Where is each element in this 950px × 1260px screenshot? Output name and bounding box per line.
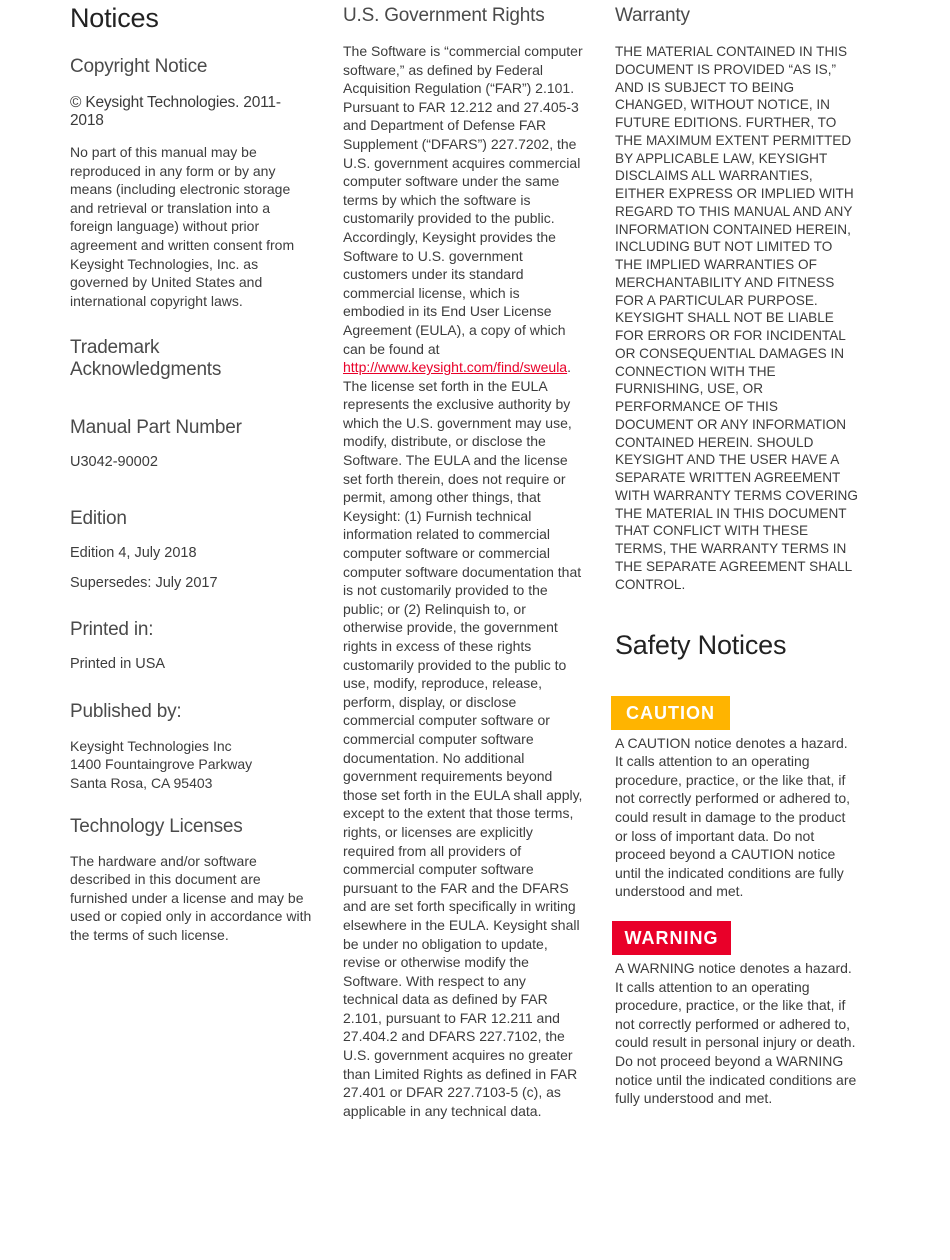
edition-value: Edition 4, July 2018: [70, 544, 197, 561]
edition-heading: Edition: [70, 507, 127, 529]
us-government-rights-heading: U.S. Government Rights: [343, 5, 545, 26]
usgov-text-part: . The license set forth in the EULA represents the exclusive authority by which the U.S. government may use, modify, distribute, or disclose the Software. The EULA and the license set forth therein, does not require or permit, among other things, that Keysight: (1) Furnish technical information related to commercial computer software or commercial computer software documentation that is not customarily provided to the public; or (2) Relinquish to, or otherwise provide, the government rights in excess of these rights customarily provided to the public to use, modify, reproduce, release, perform, display, or disclose commercial computer software or commercial computer software documentation. No additional government requirements beyond those set forth in the EULA shall apply, except to the extent that those terms, rights, or licenses are explicitly required from all providers of commercial computer software pursuant to the FAR and the DFARS and are set forth specifically in writing elsewhere in the EULA. Keysight shall be under no obligation to update, revise or otherwise modify the Software. With respect to any technical data as defined by FAR 2.101, pursuant to FAR 12.211 and 27.404.2 and DFARS 227.7102, the U.S. government acquires no greater than Limited Rights as defined in FAR 27.401 or DFAR 227.7103-5 (c), as applicable in any technical data.: [343, 359, 583, 1119]
publisher-address: [70, 737, 312, 793]
usgov-text-part: The Software is “commercial computer software,” as defined by Federal Acquisition Regulation (“FAR”) 2.101. Pursuant to FAR 12.212 and 27.405-3 and Department of Defense FAR Supplement (“DFARS”) 227.7202, the U.S. government acquires commercial computer software under the same terms by which the software is customarily provided to the public. Accordingly, Keysight provides the Software to U.S. government customers under its standard commercial license, which is embodied in its End User License Agreement (EULA), a copy of which can be found at: [343, 43, 583, 357]
warning-text: A WARNING notice denotes a hazard. It calls attention to an operating procedure, practice, or the like that, if not correctly performed or adhered to, could result in personal injury or death. Do not proceed beyond a WARNING notice until the indicated conditions are fully understood and met.: [615, 960, 857, 1107]
eula-link[interactable]: http://www.keysight.com/find/sweula: [343, 359, 568, 376]
warranty-safety-column: [615, 0, 859, 1108]
warranty-text: THE MATERIAL CONTAINED IN THIS DOCUMENT IS PROVIDED “AS IS,” AND IS SUBJECT TO BEING CHANGED, WITHOUT NOTICE, IN FUTURE EDITIONS. FURTHER, TO THE MAXIMUM EXTENT PERMITTED BY APPLICABLE LAW, KEYSIGHT DISCLAIMS ALL WARRANTIES, EITHER EXPRESS OR IMPLIED WITH REGARD TO THIS MANUAL AND ANY INFORMATION CONTAINED HEREIN, INCLUDING BUT NOT LIMITED TO THE IMPLIED WARRANTIES OF MERCHANTABILITY AND FITNESS FOR A PARTICULAR PURPOSE. KEYSIGHT SHALL NOT BE LIABLE FOR ERRORS OR FOR INCIDENTAL OR CONSEQUENTIAL DAMAGES IN CONNECTION WITH THE FURNISHING, USE, OR PERFORMANCE OF THIS DOCUMENT OR ANY INFORMATION CONTAINED HEREIN. SHOULD KEYSIGHT AND THE USER HAVE A SEPARATE WRITTEN AGREEMENT WITH WARRANTY TERMS COVERING THE MATERIAL IN THIS DOCUMENT THAT CONFLICT WITH THESE TERMS, THE WARRANTY TERMS IN THE SEPARATE AGREEMENT SHALL CONTROL.: [615, 44, 858, 592]
technology-licenses-text: The hardware and/or software described in this document are furnished under a license and may be used or copied only in accordance with the terms of such license.: [70, 852, 312, 943]
page-title: Notices: [70, 3, 159, 33]
supersedes-value: Supersedes: July 2017: [70, 574, 218, 591]
published-by-heading: Published by:: [70, 700, 182, 722]
publisher-line: Keysight Technologies Inc: [70, 737, 232, 754]
safety-notices-title: Safety Notices: [615, 630, 787, 661]
warning-badge: WARNING: [612, 921, 731, 955]
printed-in-value: Printed in USA: [70, 656, 166, 673]
copyright-line: © Keysight Technologies. 2011-2018: [70, 94, 281, 129]
printed-in-heading: Printed in:: [70, 619, 154, 641]
caution-text: A CAUTION notice denotes a hazard. It calls attention to an operating procedure, practice, or the like that, if not correctly performed or adhered to, could result in damage to the product or loss of important data. Do not proceed beyond a CAUTION notice until the indicated conditions are fully understood and met.: [615, 734, 851, 900]
manual-part-number-heading: Manual Part Number: [70, 417, 242, 439]
us-government-rights-column: [343, 0, 583, 1120]
publisher-line: Santa Rosa, CA 95403: [70, 774, 213, 791]
warranty-heading: Warranty: [615, 5, 690, 26]
publisher-line: 1400 Fountaingrove Parkway: [70, 756, 253, 773]
trademark-heading: Trademark Acknowledgments: [70, 337, 222, 381]
caution-badge: CAUTION: [611, 696, 730, 730]
notices-column: [70, 0, 312, 944]
copyright-heading: Copyright Notice: [70, 56, 208, 77]
technology-licenses-heading: Technology Licenses: [70, 815, 243, 837]
us-government-rights-text: [343, 42, 583, 1120]
copyright-text: No part of this manual may be reproduced in any form or by any means (including electronic storage and retrieval or translation into a foreign language) without prior agreement and written consent from Keysight Technologies, Inc. as governed by United States and international copyright laws.: [70, 144, 295, 309]
manual-part-number: U3042-90002: [70, 454, 158, 471]
